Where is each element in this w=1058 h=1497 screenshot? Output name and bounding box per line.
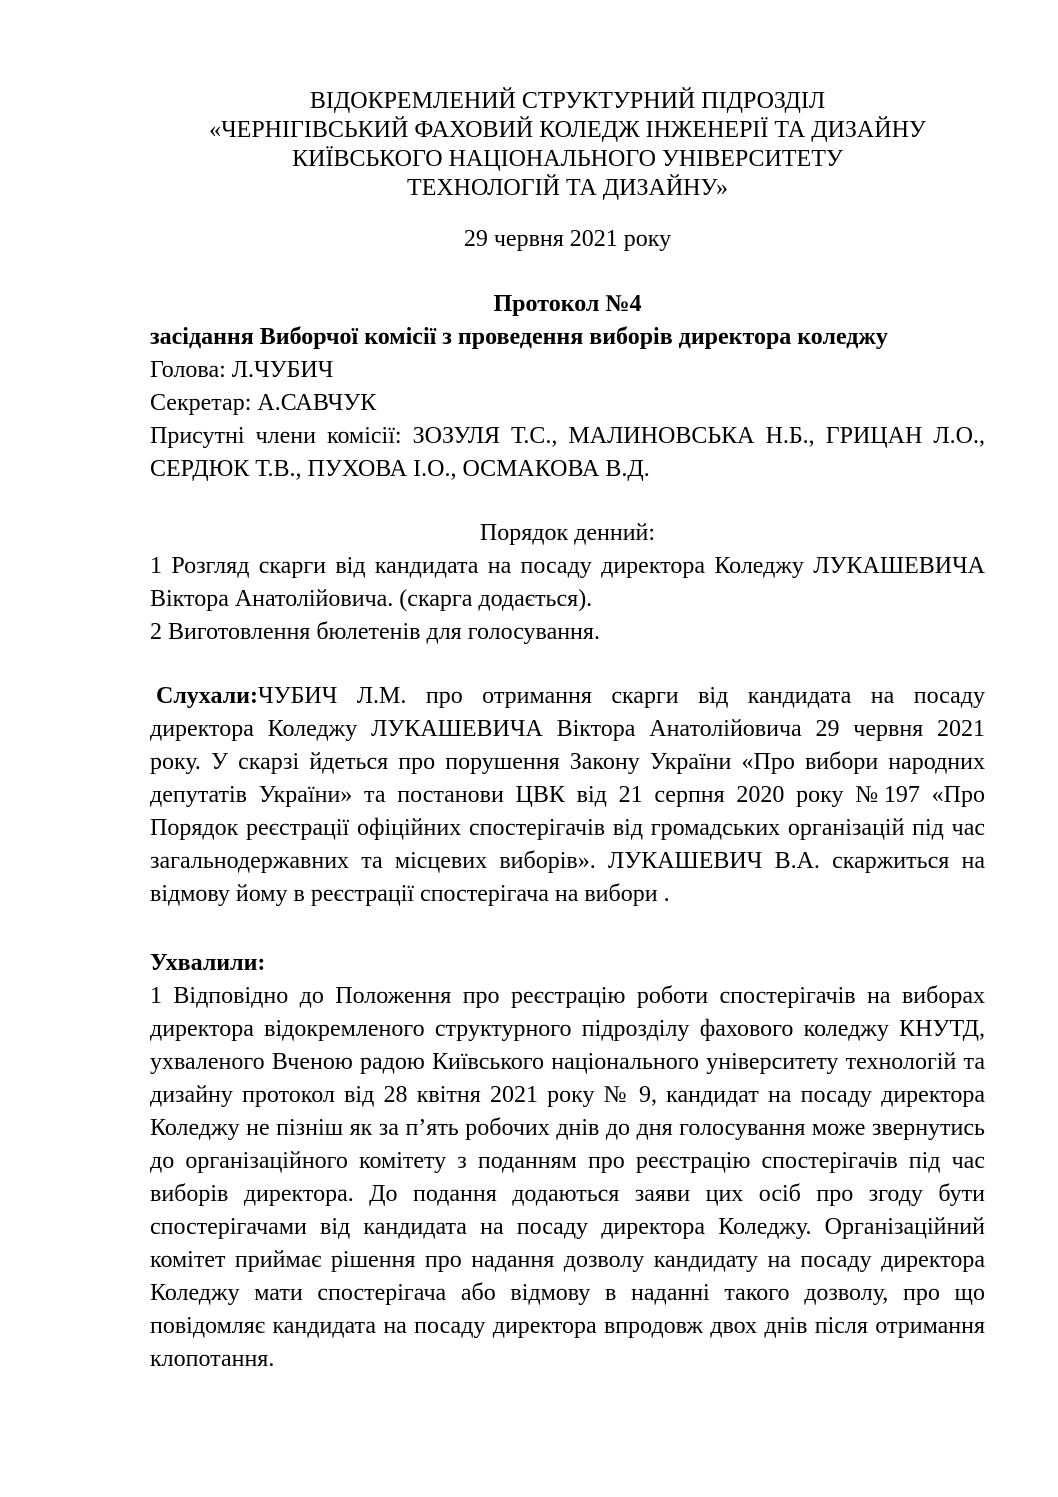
document-title: Протокол №4 bbox=[493, 291, 642, 317]
letterhead-line: КИЇВСЬКОГО НАЦІОНАЛЬНОГО УНІВЕРСИТЕТУ bbox=[292, 146, 843, 172]
decided-label: Ухвалили: bbox=[150, 950, 266, 976]
letterhead-line: ТЕХНОЛОГІЙ ТА ДИЗАЙНУ» bbox=[407, 175, 728, 201]
official-chair-line: Голова: Л.ЧУБИЧ bbox=[150, 357, 334, 383]
heard-label: Слухали: bbox=[156, 683, 258, 709]
agenda-item: 1 Розгляд скарги від кандидата на посаду директора Коледжу ЛУКАШЕВИЧА Віктора Анатолійовича. (скарга додається). bbox=[150, 553, 985, 612]
official-members-line: Присутні члени комісії: ЗОЗУЛЯ Т.С., МАЛИНОВСЬКА Н.Б., ГРИЦАН Л.О., СЕРДЮК Т.В., ПУХОВА І.О., ОСМАКОВА В.Д. bbox=[150, 423, 985, 482]
document-date: 29 червня 2021 року bbox=[463, 226, 672, 252]
letterhead-line: «ЧЕРНІГІВСЬКИЙ ФАХОВИЙ КОЛЕДЖ ІНЖЕНЕРІЇ ТА ДИЗАЙНУ bbox=[209, 117, 926, 143]
heard-paragraph bbox=[150, 680, 985, 911]
letterhead bbox=[150, 87, 985, 203]
agenda-list bbox=[150, 550, 985, 649]
official-secretary-line: Секретар: А.САВЧУК bbox=[150, 390, 377, 416]
agenda-item: 2 Виготовлення бюлетенів для голосування. bbox=[150, 619, 600, 645]
agenda-heading: Порядок денний: bbox=[479, 520, 656, 546]
letterhead-line: ВІДОКРЕМЛЕНИЙ СТРУКТУРНИЙ ПІДРОЗДІЛ bbox=[309, 88, 826, 114]
document-subtitle: засідання Виборчої комісії з проведення виборів директора коледжу bbox=[150, 324, 888, 350]
officials-block bbox=[150, 354, 985, 486]
heard-text: ЧУБИЧ Л.М. про отримання скарги від кандидата на посаду директора Коледжу ЛУКАШЕВИЧА Віктора Анатолійовича 29 червня 2021 року. У скарзі йдеться про порушення Закону України «Про вибори народних депутатів України» та постанови ЦВК від 21 серпня 2020 року №197 «Про Порядок реєстрації офіційних спостерігачів від громадських організацій під час загальнодержавних та місцевих виборів». ЛУКАШЕВИЧ В.А. скаржиться на відмову йому в реєстрації спостерігача на вибори . bbox=[150, 683, 985, 907]
decided-paragraph: 1 Відповідно до Положення про реєстрацію роботи спостерігачів на виборах директора відокремленого структурного підрозділу фахового коледжу КНУТД, ухваленого Вченою радою Київського національного університету технологій та дизайну протокол від 28 квітня 2021 року № 9, кандидат на посаду директора Коледжу не пізніш як за п’ять робочих днів до дня голосування може звернутись до організаційного комітету з поданням про реєстрацію спостерігачів під час виборів директора. До подання додаються заяви цих осіб про згоду бути спостерігачами від кандидата на посаду директора Коледжу. Організаційний комітет приймає рішення про надання дозволу кандидату на посаду директора Коледжу мати спостерігача або відмову в наданні такого дозволу, про що повідомляє кандидата на посаду директора впродовж двох днів після отримання клопотання. bbox=[150, 983, 985, 1372]
